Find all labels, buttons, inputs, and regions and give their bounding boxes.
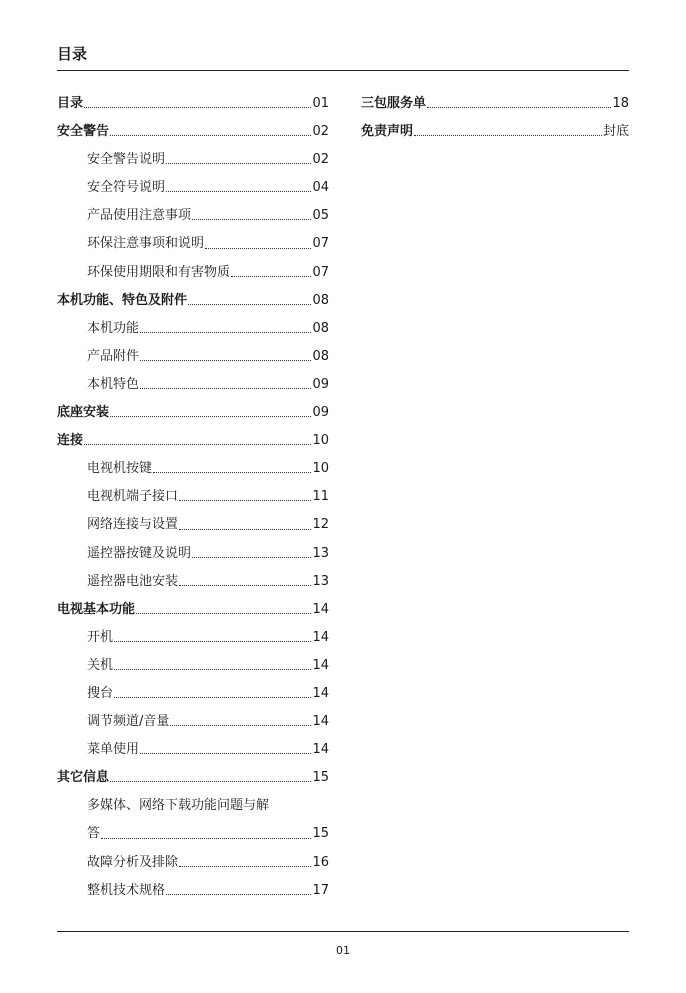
- toc-entry-page: 13: [312, 545, 329, 561]
- toc-leader-dots: [110, 780, 311, 782]
- toc-entry-title: 环保注意事项和说明: [87, 236, 205, 252]
- toc-subsection-entry[interactable]: [57, 736, 329, 764]
- toc-section-entry[interactable]: [361, 118, 629, 146]
- toc-subsection-entry[interactable]: [57, 820, 329, 848]
- toc-left-column: [57, 90, 329, 905]
- toc-entry-page: 13: [312, 573, 329, 589]
- toc-entry-title: 产品使用注意事项: [87, 208, 192, 224]
- toc-section-entry[interactable]: [57, 764, 329, 792]
- toc-entry-title: 安全警告说明: [87, 152, 166, 168]
- toc-section-entry[interactable]: [57, 427, 329, 455]
- page-title: 目录: [57, 45, 88, 63]
- toc-subsection-entry[interactable]: [57, 540, 329, 568]
- toc-entry-title: 安全警告: [57, 124, 110, 140]
- toc-entry-title: 搜台: [87, 685, 114, 701]
- toc-entry-title: 故障分析及排除: [87, 854, 179, 870]
- toc-entry-title: 目录: [57, 96, 84, 111]
- toc-subsection-entry[interactable]: [57, 624, 329, 652]
- toc-leader-dots: [110, 415, 311, 417]
- toc-entry-page: 05: [312, 208, 329, 224]
- toc-section-entry[interactable]: [57, 596, 329, 624]
- toc-leader-dots: [192, 556, 311, 558]
- toc-leader-dots: [231, 275, 311, 277]
- toc-leader-dots: [114, 696, 311, 698]
- toc-entry-page: 09: [312, 405, 329, 421]
- toc-subsection-entry[interactable]: [57, 483, 329, 511]
- toc-leader-dots: [414, 134, 602, 136]
- toc-subsection-entry[interactable]: [57, 877, 329, 905]
- toc-leader-dots: [140, 359, 311, 361]
- toc-leader-dots: [114, 640, 311, 642]
- toc-leader-dots: [170, 724, 311, 726]
- toc-entry-title: 三包服务单: [361, 96, 427, 111]
- toc-entry-page: 14: [312, 742, 329, 758]
- toc-subsection-entry[interactable]: [57, 511, 329, 539]
- toc-entry-page: 14: [312, 685, 329, 701]
- toc-entry-page: 17: [312, 882, 329, 898]
- toc-leader-dots: [179, 584, 311, 586]
- toc-leader-dots: [140, 331, 311, 333]
- toc-entry-page: 11: [312, 489, 329, 505]
- toc-entry-page: 18: [612, 96, 629, 111]
- toc-entry-page: 08: [312, 348, 329, 364]
- toc-entry-title: 本机特色: [87, 376, 140, 392]
- toc-entry-title: 环保使用期限和有害物质: [87, 264, 231, 280]
- toc-leader-dots: [179, 865, 311, 867]
- toc-leader-dots: [179, 528, 311, 530]
- toc-entry-title: 本机功能、特色及附件: [57, 292, 188, 308]
- toc-entry-page: 14: [312, 657, 329, 673]
- toc-entry-title: 关机: [87, 657, 114, 673]
- toc-subsection-entry[interactable]: [57, 680, 329, 708]
- toc-entry-title: 整机技术规格: [87, 882, 166, 898]
- toc-entry-page: 07: [312, 236, 329, 252]
- toc-entry-title: 遥控器按键及说明: [87, 545, 192, 561]
- toc-subsection-entry[interactable]: [57, 652, 329, 680]
- toc-leader-dots: [114, 668, 311, 670]
- toc-entry-page: 14: [312, 714, 329, 730]
- toc-entry-title: 电视机按键: [87, 461, 153, 477]
- toc-leader-dots: [153, 471, 311, 473]
- toc-entry-title: 连接: [57, 433, 84, 449]
- toc-subsection-entry[interactable]: [57, 371, 329, 399]
- toc-subsection-entry[interactable]: [57, 568, 329, 596]
- toc-entry-page: 14: [312, 601, 329, 617]
- toc-entry-title: 遥控器电池安装: [87, 573, 179, 589]
- toc-entry-page: 封底: [602, 124, 629, 140]
- toc-subsection-entry[interactable]: [57, 455, 329, 483]
- toc-leader-dots: [110, 134, 311, 136]
- toc-entry-title: 网络连接与设置: [87, 517, 179, 533]
- toc-subsection-entry[interactable]: [57, 343, 329, 371]
- toc-leader-dots: [179, 499, 311, 501]
- toc-entry-page: 02: [312, 124, 329, 140]
- toc-leader-dots: [140, 387, 311, 389]
- toc-entry-page: 02: [312, 152, 329, 168]
- toc-entry-title: 菜单使用: [87, 742, 140, 758]
- toc-entry-title: 调节频道/音量: [87, 714, 170, 730]
- header-divider: [57, 70, 629, 71]
- toc-entry-page: 12: [312, 517, 329, 533]
- toc-entry-title: 答: [87, 826, 101, 842]
- toc-entry-page: 15: [312, 770, 329, 786]
- toc-leader-dots: [140, 752, 311, 754]
- toc-leader-dots: [427, 106, 611, 108]
- toc-entry-page: 16: [312, 854, 329, 870]
- toc-leader-dots: [166, 893, 311, 895]
- toc-entry-page: 08: [312, 292, 329, 308]
- toc-entry-title: 产品附件: [87, 348, 140, 364]
- toc-entry-title: 电视机端子接口: [87, 489, 179, 505]
- toc-entry-page: 09: [312, 376, 329, 392]
- toc-entry-page: 04: [312, 180, 329, 196]
- toc-entry-title-line: 多媒体、网络下载功能问题与解: [87, 798, 270, 814]
- toc-entry-page: 07: [312, 264, 329, 280]
- toc-section-entry[interactable]: [57, 118, 329, 146]
- toc-entry-page: 15: [312, 826, 329, 842]
- toc-entry-title: 开机: [87, 629, 114, 645]
- toc-leader-dots: [166, 190, 311, 192]
- toc-right-column: [361, 90, 629, 146]
- toc-leader-dots: [166, 162, 311, 164]
- toc-entry-title: 免责声明: [361, 124, 414, 140]
- toc-leader-dots: [84, 443, 311, 445]
- toc-entry-title: 安全符号说明: [87, 180, 166, 196]
- toc-subsection-entry[interactable]: [57, 202, 329, 230]
- toc-section-entry[interactable]: [361, 90, 629, 118]
- toc-entry-page: 01: [312, 96, 329, 111]
- toc-entry-title: 本机功能: [87, 320, 140, 336]
- toc-subsection-entry[interactable]: [57, 146, 329, 174]
- toc-subsection-entry[interactable]: [57, 708, 329, 736]
- toc-entry-page: 10: [312, 461, 329, 477]
- toc-entry-title: 其它信息: [57, 770, 110, 786]
- footer-divider: [57, 931, 629, 932]
- toc-subsection-entry[interactable]: [57, 315, 329, 343]
- toc-section-entry[interactable]: [57, 90, 329, 118]
- toc-subsection-entry[interactable]: [57, 849, 329, 877]
- toc-entry-page: 14: [312, 629, 329, 645]
- toc-entry-title: 底座安装: [57, 405, 110, 421]
- toc-leader-dots: [84, 106, 311, 108]
- toc-section-entry[interactable]: [57, 287, 329, 315]
- toc-leader-dots: [136, 612, 311, 614]
- toc-leader-dots: [188, 303, 311, 305]
- page-number: 01: [336, 944, 350, 957]
- toc-leader-dots: [101, 837, 311, 839]
- toc-subsection-entry[interactable]: [57, 230, 329, 258]
- toc-subsection-entry[interactable]: [57, 259, 329, 287]
- toc-entry-page: 08: [312, 320, 329, 336]
- toc-entry-page: 10: [312, 433, 329, 449]
- toc-leader-dots: [192, 218, 311, 220]
- toc-subsection-entry[interactable]: [57, 174, 329, 202]
- toc-leader-dots: [205, 247, 311, 249]
- toc-entry-title: 电视基本功能: [57, 601, 136, 617]
- toc-section-entry[interactable]: [57, 399, 329, 427]
